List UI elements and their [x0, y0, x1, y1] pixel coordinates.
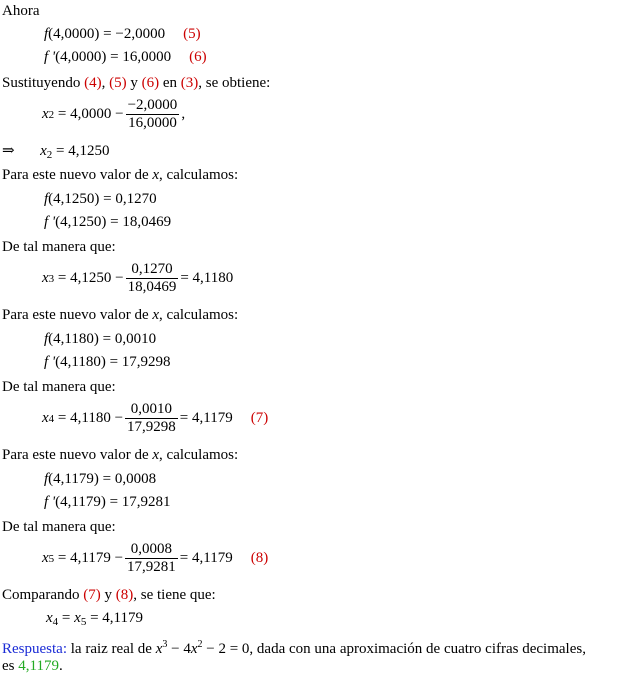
- answer-value: 4,1179: [18, 658, 59, 674]
- comparando-text: Comparando (7) y (8), se tiene que:: [2, 587, 216, 603]
- tag-5: (5): [183, 26, 201, 42]
- eq-fp3: f '(4,1179) = 17,9281: [44, 494, 171, 510]
- eq-x5-fraction: x 5 = 4,1179 − $\frac{0,0008}{17,9281}$ = 4,1179 (8): [42, 541, 269, 575]
- eq-fp1: f '(4,1250) = 18,0469: [44, 214, 172, 230]
- eq-fp2: f '(4,1180) = 17,9298: [44, 354, 171, 370]
- eq-x2-fraction: x 2 = 4,0000 − $\frac{-2,0000}{16,0000}$ ,: [42, 97, 186, 131]
- tag-6: (6): [189, 49, 207, 65]
- fraction-x2: $\frac{-2,0000}{16,0000}$: [127, 97, 178, 131]
- eq-final: $x_4 = x_5 = 4,1179$: [46, 610, 143, 628]
- eq-f2: f(4,1180) = 0,0010: [44, 331, 157, 347]
- fraction-x5: $\frac{0,0008}{17,9281}$: [127, 541, 176, 575]
- para-text-2: Para este nuevo valor de x, calculamos:: [2, 307, 239, 323]
- implies-arrow: ⇒: [2, 143, 15, 159]
- eq-fp0: f '(4,0000) = 16,0000 (6): [44, 49, 207, 65]
- de-tal-manera-1: De tal manera que:: [2, 239, 116, 255]
- eq-f3: f(4,1179) = 0,0008: [44, 471, 157, 487]
- eq-f0: f(4,0000) = −2,0000 (5): [44, 26, 201, 42]
- eq-x2-result: ⇒ $x_2 = 4,1250$: [2, 143, 110, 161]
- de-tal-manera-3: De tal manera que:: [2, 519, 116, 535]
- respuesta-value-line: es 4,1179.: [2, 658, 63, 674]
- fraction-x4: $\frac{0,0010}{17,9298}$: [127, 401, 176, 435]
- intro-text: Ahora: [2, 3, 40, 19]
- para-text-1: Para este nuevo valor de x, calculamos:: [2, 167, 239, 183]
- fraction-x3: $\frac{0,1270}{18,0469}$: [127, 261, 177, 295]
- eq-f1: f(4,1250) = 0,1270: [44, 191, 157, 207]
- eq-x3-fraction: x 3 = 4,1250 − $\frac{0,1270}{18,0469}$ = 4,1180: [42, 261, 234, 295]
- sustituyendo-text: Sustituyendo (4), (5) y (6) en (3), se obtiene:: [2, 75, 271, 91]
- tag-7: (7): [250, 410, 269, 426]
- de-tal-manera-2: De tal manera que:: [2, 379, 116, 395]
- respuesta-line: Respuesta: la raiz real de $x^3 - 4x^2 - 2 = 0$, dada con una aproximación de cuatro cifras decimales,: [2, 639, 586, 657]
- respuesta-label: Respuesta:: [2, 641, 67, 657]
- tag-8: (8): [250, 550, 269, 566]
- eq-x4-fraction: x 4 = 4,1180 − $\frac{0,0010}{17,9298}$ = 4,1179 (7): [42, 401, 269, 435]
- para-text-3: Para este nuevo valor de x, calculamos:: [2, 447, 239, 463]
